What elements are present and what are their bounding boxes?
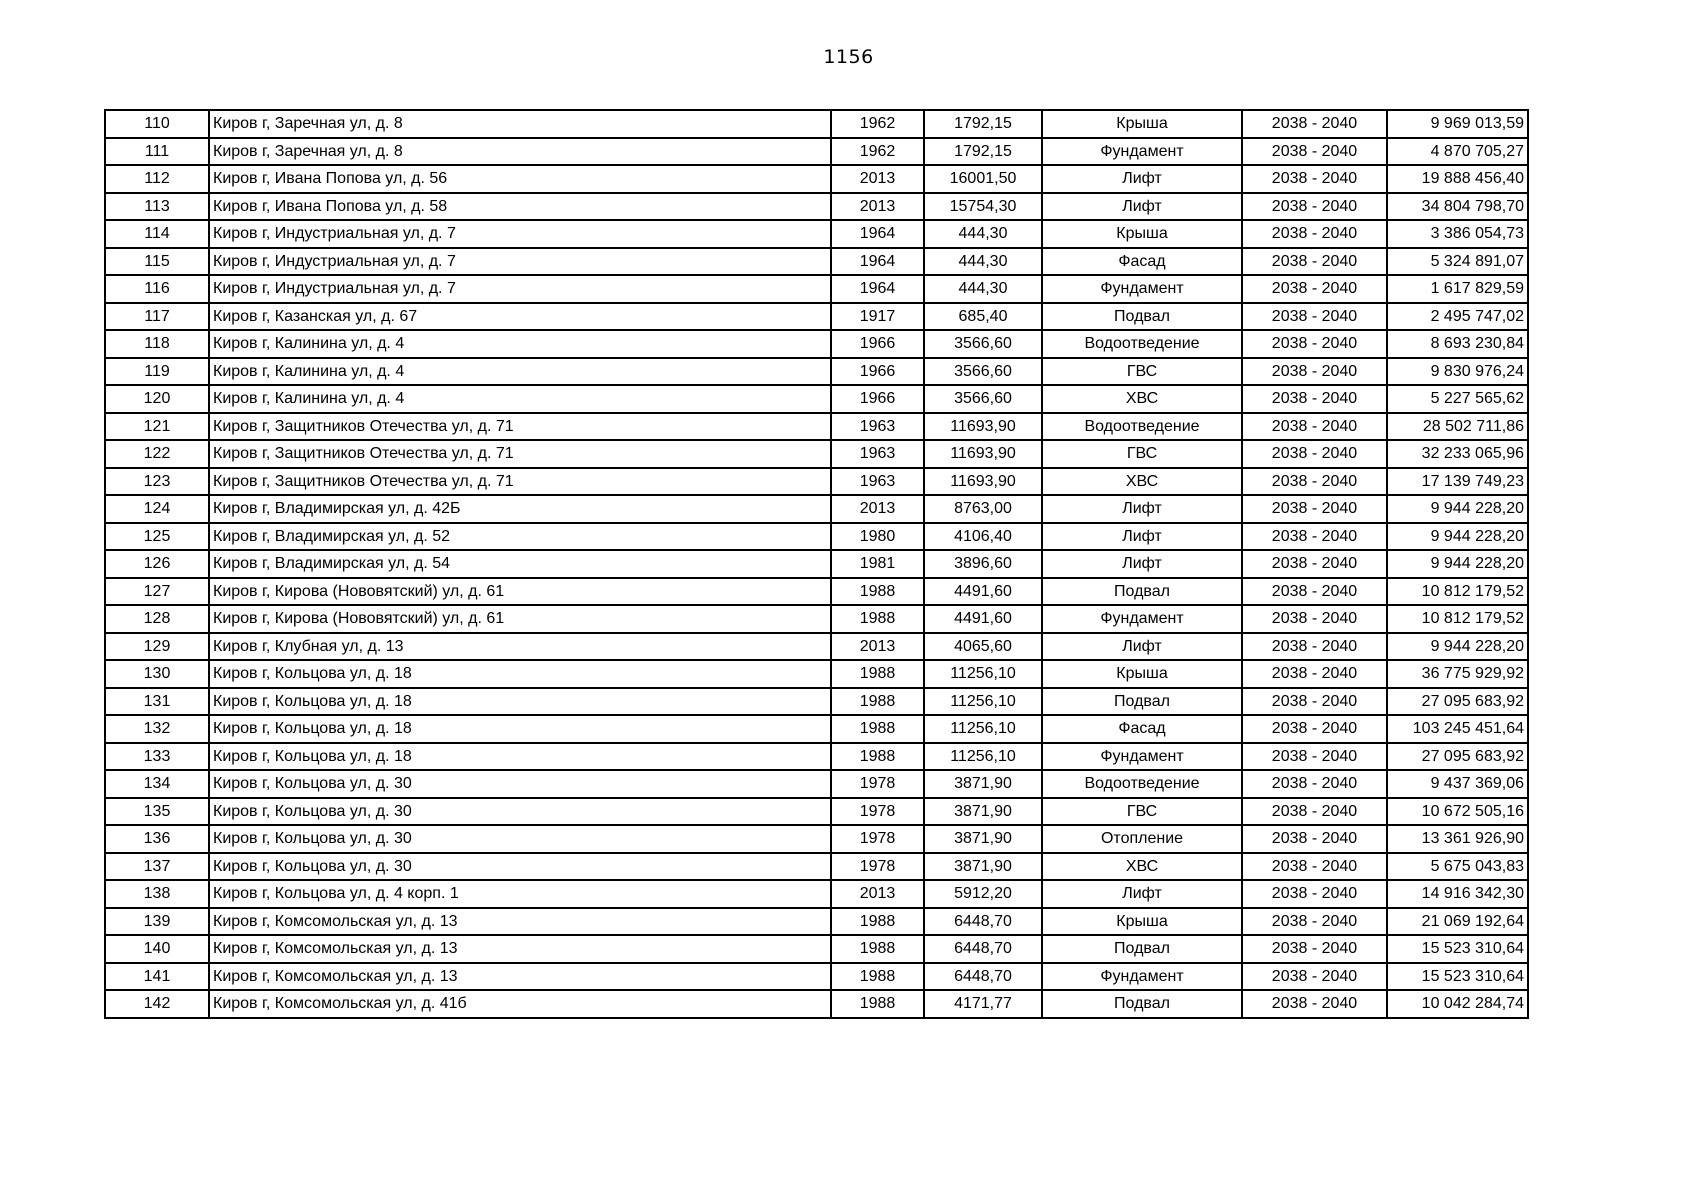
year-built-cell: 2013 bbox=[831, 193, 924, 221]
address-cell: Киров г, Индустриальная ул, д. 7 bbox=[209, 220, 831, 248]
work-type-cell: Лифт bbox=[1042, 880, 1242, 908]
cost-cell: 15 523 310,64 bbox=[1387, 963, 1528, 991]
table-row bbox=[105, 825, 1528, 853]
period-cell: 2038 - 2040 bbox=[1242, 165, 1387, 193]
row-number-cell: 113 bbox=[105, 193, 209, 221]
period-cell: 2038 - 2040 bbox=[1242, 660, 1387, 688]
area-cell: 444,30 bbox=[924, 220, 1042, 248]
address-cell: Киров г, Ивана Попова ул, д. 56 bbox=[209, 165, 831, 193]
year-built-cell: 1966 bbox=[831, 330, 924, 358]
area-cell: 3896,60 bbox=[924, 550, 1042, 578]
table-row bbox=[105, 880, 1528, 908]
work-type-cell: Фундамент bbox=[1042, 605, 1242, 633]
work-type-cell: Лифт bbox=[1042, 523, 1242, 551]
period-cell: 2038 - 2040 bbox=[1242, 688, 1387, 716]
period-cell: 2038 - 2040 bbox=[1242, 275, 1387, 303]
address-cell: Киров г, Кольцова ул, д. 30 bbox=[209, 770, 831, 798]
work-type-cell: Фундамент bbox=[1042, 963, 1242, 991]
row-number-cell: 133 bbox=[105, 743, 209, 771]
cost-cell: 9 830 976,24 bbox=[1387, 358, 1528, 386]
year-built-cell: 1963 bbox=[831, 468, 924, 496]
area-cell: 3871,90 bbox=[924, 770, 1042, 798]
year-built-cell: 1978 bbox=[831, 770, 924, 798]
cost-cell: 9 944 228,20 bbox=[1387, 523, 1528, 551]
address-cell: Киров г, Заречная ул, д. 8 bbox=[209, 110, 831, 138]
cost-cell: 32 233 065,96 bbox=[1387, 440, 1528, 468]
table-row bbox=[105, 963, 1528, 991]
table-row bbox=[105, 798, 1528, 826]
address-cell: Киров г, Комсомольская ул, д. 13 bbox=[209, 963, 831, 991]
address-cell: Киров г, Защитников Отечества ул, д. 71 bbox=[209, 468, 831, 496]
area-cell: 5912,20 bbox=[924, 880, 1042, 908]
row-number-cell: 139 bbox=[105, 908, 209, 936]
table-row bbox=[105, 110, 1528, 138]
row-number-cell: 135 bbox=[105, 798, 209, 826]
area-cell: 4171,77 bbox=[924, 990, 1042, 1018]
year-built-cell: 1962 bbox=[831, 138, 924, 166]
area-cell: 11256,10 bbox=[924, 715, 1042, 743]
address-cell: Киров г, Кирова (Нововятский) ул, д. 61 bbox=[209, 605, 831, 633]
row-number-cell: 136 bbox=[105, 825, 209, 853]
work-type-cell: Подвал bbox=[1042, 935, 1242, 963]
work-type-cell: Фундамент bbox=[1042, 138, 1242, 166]
period-cell: 2038 - 2040 bbox=[1242, 495, 1387, 523]
year-built-cell: 1978 bbox=[831, 798, 924, 826]
cost-cell: 10 812 179,52 bbox=[1387, 605, 1528, 633]
period-cell: 2038 - 2040 bbox=[1242, 825, 1387, 853]
address-cell: Киров г, Защитников Отечества ул, д. 71 bbox=[209, 440, 831, 468]
row-number-cell: 129 bbox=[105, 633, 209, 661]
period-cell: 2038 - 2040 bbox=[1242, 770, 1387, 798]
cost-cell: 28 502 711,86 bbox=[1387, 413, 1528, 441]
work-type-cell: Крыша bbox=[1042, 660, 1242, 688]
cost-cell: 36 775 929,92 bbox=[1387, 660, 1528, 688]
row-number-cell: 128 bbox=[105, 605, 209, 633]
period-cell: 2038 - 2040 bbox=[1242, 110, 1387, 138]
address-cell: Киров г, Ивана Попова ул, д. 58 bbox=[209, 193, 831, 221]
area-cell: 3871,90 bbox=[924, 798, 1042, 826]
period-cell: 2038 - 2040 bbox=[1242, 798, 1387, 826]
area-cell: 11256,10 bbox=[924, 660, 1042, 688]
cost-cell: 10 672 505,16 bbox=[1387, 798, 1528, 826]
table-row bbox=[105, 385, 1528, 413]
address-cell: Киров г, Калинина ул, д. 4 bbox=[209, 330, 831, 358]
table-row bbox=[105, 853, 1528, 881]
area-cell: 11693,90 bbox=[924, 413, 1042, 441]
area-cell: 685,40 bbox=[924, 303, 1042, 331]
year-built-cell: 1966 bbox=[831, 358, 924, 386]
address-cell: Киров г, Владимирская ул, д. 54 bbox=[209, 550, 831, 578]
table-row bbox=[105, 413, 1528, 441]
period-cell: 2038 - 2040 bbox=[1242, 440, 1387, 468]
row-number-cell: 127 bbox=[105, 578, 209, 606]
cost-cell: 9 437 369,06 bbox=[1387, 770, 1528, 798]
period-cell: 2038 - 2040 bbox=[1242, 138, 1387, 166]
area-cell: 3566,60 bbox=[924, 330, 1042, 358]
work-type-cell: Отопление bbox=[1042, 825, 1242, 853]
cost-cell: 10 812 179,52 bbox=[1387, 578, 1528, 606]
area-cell: 1792,15 bbox=[924, 110, 1042, 138]
year-built-cell: 1988 bbox=[831, 908, 924, 936]
work-type-cell: Лифт bbox=[1042, 633, 1242, 661]
address-cell: Киров г, Комсомольская ул, д. 41б bbox=[209, 990, 831, 1018]
year-built-cell: 1964 bbox=[831, 220, 924, 248]
cost-cell: 13 361 926,90 bbox=[1387, 825, 1528, 853]
row-number-cell: 131 bbox=[105, 688, 209, 716]
row-number-cell: 125 bbox=[105, 523, 209, 551]
work-type-cell: Крыша bbox=[1042, 110, 1242, 138]
year-built-cell: 2013 bbox=[831, 633, 924, 661]
row-number-cell: 122 bbox=[105, 440, 209, 468]
cost-cell: 9 944 228,20 bbox=[1387, 495, 1528, 523]
row-number-cell: 120 bbox=[105, 385, 209, 413]
address-cell: Киров г, Клубная ул, д. 13 bbox=[209, 633, 831, 661]
address-cell: Киров г, Владимирская ул, д. 52 bbox=[209, 523, 831, 551]
table-row bbox=[105, 495, 1528, 523]
year-built-cell: 1988 bbox=[831, 660, 924, 688]
table-row bbox=[105, 440, 1528, 468]
year-built-cell: 1988 bbox=[831, 743, 924, 771]
table-row bbox=[105, 248, 1528, 276]
period-cell: 2038 - 2040 bbox=[1242, 385, 1387, 413]
table-row bbox=[105, 908, 1528, 936]
area-cell: 444,30 bbox=[924, 248, 1042, 276]
address-cell: Киров г, Калинина ул, д. 4 bbox=[209, 385, 831, 413]
work-type-cell: Подвал bbox=[1042, 578, 1242, 606]
area-cell: 444,30 bbox=[924, 275, 1042, 303]
cost-cell: 19 888 456,40 bbox=[1387, 165, 1528, 193]
table-row bbox=[105, 303, 1528, 331]
row-number-cell: 126 bbox=[105, 550, 209, 578]
area-cell: 4491,60 bbox=[924, 605, 1042, 633]
year-built-cell: 1988 bbox=[831, 990, 924, 1018]
cost-cell: 9 969 013,59 bbox=[1387, 110, 1528, 138]
address-cell: Киров г, Владимирская ул, д. 42Б bbox=[209, 495, 831, 523]
table-row bbox=[105, 220, 1528, 248]
row-number-cell: 123 bbox=[105, 468, 209, 496]
cost-cell: 5 324 891,07 bbox=[1387, 248, 1528, 276]
year-built-cell: 1963 bbox=[831, 440, 924, 468]
year-built-cell: 1966 bbox=[831, 385, 924, 413]
table-row bbox=[105, 193, 1528, 221]
work-type-cell: ХВС bbox=[1042, 468, 1242, 496]
area-cell: 6448,70 bbox=[924, 908, 1042, 936]
year-built-cell: 1962 bbox=[831, 110, 924, 138]
row-number-cell: 118 bbox=[105, 330, 209, 358]
area-cell: 11256,10 bbox=[924, 688, 1042, 716]
table-row bbox=[105, 715, 1528, 743]
table-row bbox=[105, 578, 1528, 606]
address-cell: Киров г, Комсомольская ул, д. 13 bbox=[209, 908, 831, 936]
cost-cell: 15 523 310,64 bbox=[1387, 935, 1528, 963]
address-cell: Киров г, Кирова (Нововятский) ул, д. 61 bbox=[209, 578, 831, 606]
row-number-cell: 121 bbox=[105, 413, 209, 441]
area-cell: 11256,10 bbox=[924, 743, 1042, 771]
address-cell: Киров г, Индустриальная ул, д. 7 bbox=[209, 275, 831, 303]
work-type-cell: ГВС bbox=[1042, 798, 1242, 826]
area-cell: 11693,90 bbox=[924, 440, 1042, 468]
period-cell: 2038 - 2040 bbox=[1242, 908, 1387, 936]
area-cell: 8763,00 bbox=[924, 495, 1042, 523]
row-number-cell: 142 bbox=[105, 990, 209, 1018]
year-built-cell: 1981 bbox=[831, 550, 924, 578]
row-number-cell: 138 bbox=[105, 880, 209, 908]
area-cell: 3871,90 bbox=[924, 853, 1042, 881]
work-type-cell: Крыша bbox=[1042, 220, 1242, 248]
address-cell: Киров г, Калинина ул, д. 4 bbox=[209, 358, 831, 386]
area-cell: 6448,70 bbox=[924, 935, 1042, 963]
area-cell: 4106,40 bbox=[924, 523, 1042, 551]
table-row bbox=[105, 743, 1528, 771]
period-cell: 2038 - 2040 bbox=[1242, 358, 1387, 386]
address-cell: Киров г, Защитников Отечества ул, д. 71 bbox=[209, 413, 831, 441]
period-cell: 2038 - 2040 bbox=[1242, 550, 1387, 578]
year-built-cell: 1978 bbox=[831, 853, 924, 881]
year-built-cell: 2013 bbox=[831, 165, 924, 193]
cost-cell: 2 495 747,02 bbox=[1387, 303, 1528, 331]
cost-cell: 10 042 284,74 bbox=[1387, 990, 1528, 1018]
cost-cell: 5 227 565,62 bbox=[1387, 385, 1528, 413]
year-built-cell: 1988 bbox=[831, 688, 924, 716]
work-type-cell: Фасад bbox=[1042, 715, 1242, 743]
year-built-cell: 2013 bbox=[831, 495, 924, 523]
cost-cell: 9 944 228,20 bbox=[1387, 633, 1528, 661]
period-cell: 2038 - 2040 bbox=[1242, 715, 1387, 743]
cost-cell: 27 095 683,92 bbox=[1387, 743, 1528, 771]
work-type-cell: Подвал bbox=[1042, 990, 1242, 1018]
period-cell: 2038 - 2040 bbox=[1242, 523, 1387, 551]
address-cell: Киров г, Кольцова ул, д. 30 bbox=[209, 798, 831, 826]
period-cell: 2038 - 2040 bbox=[1242, 963, 1387, 991]
work-type-cell: Водоотведение bbox=[1042, 330, 1242, 358]
cost-cell: 14 916 342,30 bbox=[1387, 880, 1528, 908]
area-cell: 4491,60 bbox=[924, 578, 1042, 606]
year-built-cell: 1964 bbox=[831, 248, 924, 276]
table-row bbox=[105, 468, 1528, 496]
cost-cell: 21 069 192,64 bbox=[1387, 908, 1528, 936]
address-cell: Киров г, Кольцова ул, д. 18 bbox=[209, 660, 831, 688]
table-row bbox=[105, 165, 1528, 193]
row-number-cell: 115 bbox=[105, 248, 209, 276]
row-number-cell: 137 bbox=[105, 853, 209, 881]
row-number-cell: 111 bbox=[105, 138, 209, 166]
year-built-cell: 1988 bbox=[831, 715, 924, 743]
work-type-cell: Фундамент bbox=[1042, 743, 1242, 771]
cost-cell: 27 095 683,92 bbox=[1387, 688, 1528, 716]
table-row bbox=[105, 770, 1528, 798]
row-number-cell: 112 bbox=[105, 165, 209, 193]
address-cell: Киров г, Казанская ул, д. 67 bbox=[209, 303, 831, 331]
table-row bbox=[105, 605, 1528, 633]
year-built-cell: 1988 bbox=[831, 605, 924, 633]
period-cell: 2038 - 2040 bbox=[1242, 743, 1387, 771]
cost-cell: 9 944 228,20 bbox=[1387, 550, 1528, 578]
page-number: 1156 bbox=[823, 46, 874, 68]
table-row bbox=[105, 688, 1528, 716]
table-row bbox=[105, 550, 1528, 578]
period-cell: 2038 - 2040 bbox=[1242, 220, 1387, 248]
year-built-cell: 1988 bbox=[831, 935, 924, 963]
cost-cell: 8 693 230,84 bbox=[1387, 330, 1528, 358]
work-type-cell: Лифт bbox=[1042, 193, 1242, 221]
address-cell: Киров г, Кольцова ул, д. 18 bbox=[209, 688, 831, 716]
address-cell: Киров г, Индустриальная ул, д. 7 bbox=[209, 248, 831, 276]
row-number-cell: 130 bbox=[105, 660, 209, 688]
cost-cell: 4 870 705,27 bbox=[1387, 138, 1528, 166]
work-type-cell: Подвал bbox=[1042, 688, 1242, 716]
row-number-cell: 116 bbox=[105, 275, 209, 303]
year-built-cell: 1978 bbox=[831, 825, 924, 853]
address-cell: Киров г, Кольцова ул, д. 18 bbox=[209, 743, 831, 771]
table-row bbox=[105, 275, 1528, 303]
table-row bbox=[105, 935, 1528, 963]
row-number-cell: 141 bbox=[105, 963, 209, 991]
period-cell: 2038 - 2040 bbox=[1242, 413, 1387, 441]
period-cell: 2038 - 2040 bbox=[1242, 468, 1387, 496]
work-type-cell: Лифт bbox=[1042, 550, 1242, 578]
table-row bbox=[105, 330, 1528, 358]
work-type-cell: Фундамент bbox=[1042, 275, 1242, 303]
repair-schedule-table bbox=[104, 109, 1529, 1019]
work-type-cell: Водоотведение bbox=[1042, 770, 1242, 798]
area-cell: 3566,60 bbox=[924, 385, 1042, 413]
work-type-cell: Лифт bbox=[1042, 495, 1242, 523]
table-row bbox=[105, 523, 1528, 551]
year-built-cell: 1988 bbox=[831, 963, 924, 991]
row-number-cell: 124 bbox=[105, 495, 209, 523]
row-number-cell: 140 bbox=[105, 935, 209, 963]
work-type-cell: Фасад bbox=[1042, 248, 1242, 276]
row-number-cell: 117 bbox=[105, 303, 209, 331]
area-cell: 1792,15 bbox=[924, 138, 1042, 166]
work-type-cell: ХВС bbox=[1042, 385, 1242, 413]
work-type-cell: ГВС bbox=[1042, 358, 1242, 386]
address-cell: Киров г, Заречная ул, д. 8 bbox=[209, 138, 831, 166]
area-cell: 3566,60 bbox=[924, 358, 1042, 386]
work-type-cell: Подвал bbox=[1042, 303, 1242, 331]
table-row bbox=[105, 633, 1528, 661]
address-cell: Киров г, Кольцова ул, д. 30 bbox=[209, 853, 831, 881]
row-number-cell: 134 bbox=[105, 770, 209, 798]
area-cell: 11693,90 bbox=[924, 468, 1042, 496]
table-row bbox=[105, 660, 1528, 688]
area-cell: 3871,90 bbox=[924, 825, 1042, 853]
cost-cell: 3 386 054,73 bbox=[1387, 220, 1528, 248]
table-row bbox=[105, 990, 1528, 1018]
year-built-cell: 1964 bbox=[831, 275, 924, 303]
cost-cell: 17 139 749,23 bbox=[1387, 468, 1528, 496]
area-cell: 4065,60 bbox=[924, 633, 1042, 661]
cost-cell: 34 804 798,70 bbox=[1387, 193, 1528, 221]
work-type-cell: ГВС bbox=[1042, 440, 1242, 468]
row-number-cell: 110 bbox=[105, 110, 209, 138]
area-cell: 15754,30 bbox=[924, 193, 1042, 221]
period-cell: 2038 - 2040 bbox=[1242, 935, 1387, 963]
year-built-cell: 1980 bbox=[831, 523, 924, 551]
row-number-cell: 114 bbox=[105, 220, 209, 248]
address-cell: Киров г, Кольцова ул, д. 30 bbox=[209, 825, 831, 853]
address-cell: Киров г, Кольцова ул, д. 4 корп. 1 bbox=[209, 880, 831, 908]
row-number-cell: 119 bbox=[105, 358, 209, 386]
work-type-cell: Водоотведение bbox=[1042, 413, 1242, 441]
work-type-cell: Крыша bbox=[1042, 908, 1242, 936]
period-cell: 2038 - 2040 bbox=[1242, 193, 1387, 221]
table-body bbox=[105, 110, 1528, 1018]
cost-cell: 1 617 829,59 bbox=[1387, 275, 1528, 303]
period-cell: 2038 - 2040 bbox=[1242, 605, 1387, 633]
table-row bbox=[105, 138, 1528, 166]
area-cell: 16001,50 bbox=[924, 165, 1042, 193]
year-built-cell: 2013 bbox=[831, 880, 924, 908]
row-number-cell: 132 bbox=[105, 715, 209, 743]
cost-cell: 103 245 451,64 bbox=[1387, 715, 1528, 743]
year-built-cell: 1988 bbox=[831, 578, 924, 606]
work-type-cell: ХВС bbox=[1042, 853, 1242, 881]
period-cell: 2038 - 2040 bbox=[1242, 990, 1387, 1018]
period-cell: 2038 - 2040 bbox=[1242, 303, 1387, 331]
year-built-cell: 1917 bbox=[831, 303, 924, 331]
period-cell: 2038 - 2040 bbox=[1242, 578, 1387, 606]
cost-cell: 5 675 043,83 bbox=[1387, 853, 1528, 881]
period-cell: 2038 - 2040 bbox=[1242, 633, 1387, 661]
address-cell: Киров г, Комсомольская ул, д. 13 bbox=[209, 935, 831, 963]
year-built-cell: 1963 bbox=[831, 413, 924, 441]
period-cell: 2038 - 2040 bbox=[1242, 248, 1387, 276]
address-cell: Киров г, Кольцова ул, д. 18 bbox=[209, 715, 831, 743]
period-cell: 2038 - 2040 bbox=[1242, 853, 1387, 881]
area-cell: 6448,70 bbox=[924, 963, 1042, 991]
period-cell: 2038 - 2040 bbox=[1242, 880, 1387, 908]
period-cell: 2038 - 2040 bbox=[1242, 330, 1387, 358]
table-row bbox=[105, 358, 1528, 386]
work-type-cell: Лифт bbox=[1042, 165, 1242, 193]
